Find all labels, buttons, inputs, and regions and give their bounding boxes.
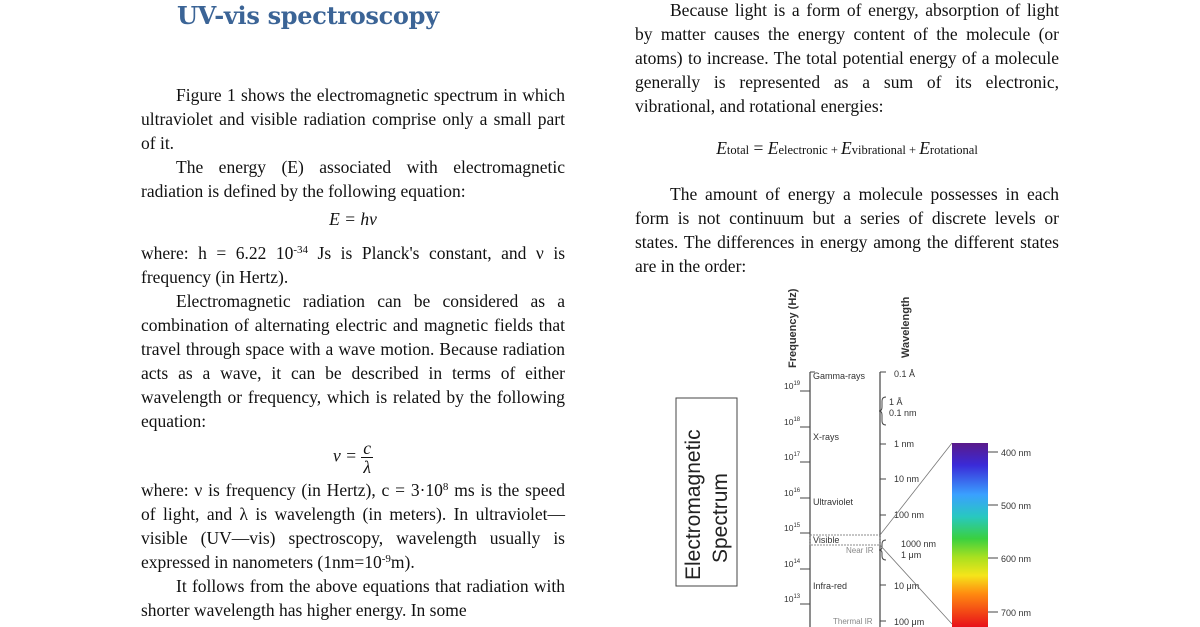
region-gamma-rays: Gamma-rays <box>813 371 866 381</box>
region-x-rays: X-rays <box>813 432 840 442</box>
spectrum-label-line1: Electromagnetic <box>682 429 705 580</box>
freq-tick-15 <box>784 523 810 533</box>
freq-tick-14 <box>784 559 810 569</box>
wave-tick-10nm: 10 nm <box>894 474 920 484</box>
paragraph-energy: The energy (E) associated with electromagnetic radiation is defined by the following equation: <box>141 157 565 201</box>
freq-tick-13 <box>784 594 810 604</box>
visible-tick-500: 500 nm <box>1001 501 1032 511</box>
region-ultraviolet: Ultraviolet <box>813 497 854 507</box>
wave-tick-10um: 10 μm <box>894 581 920 591</box>
paragraph-planck: where: h = 6.22 $10^{-34}$ Js is Planck's constant, and ν is frequency (in Hertz). <box>141 243 565 287</box>
frequency-axis-title: Frequency (Hz) <box>787 288 799 368</box>
svg-text:1018: $10^{18}$ <box>784 417 801 427</box>
region-visible: Visible <box>813 535 840 545</box>
region-infra-red: Infra-red <box>813 581 848 591</box>
region-near-ir: Near IR <box>846 546 874 555</box>
equation-total-energy: Etotal = Eelectronic + Evibrational + Erotational <box>716 138 978 158</box>
paragraph-wave-motion: Electromagnetic radiation can be considered as a combination of alternating electric and magnetic fields that travel through space with a wave motion. Because radiation acts as a wave, it can be described in terms of either wavelength or frequency, which is related by the following equation: <box>141 291 565 431</box>
freq-tick-18 <box>784 417 810 427</box>
svg-text:1014: $10^{14}$ <box>784 559 801 569</box>
freq-tick-17 <box>784 452 810 462</box>
freq-tick-19 <box>784 381 810 391</box>
region-thermal-ir: Thermal IR <box>833 617 873 626</box>
wave-tick-0-1nm: 0.1 nm <box>889 408 917 418</box>
wave-tick-0-1A: 0.1 Å <box>894 369 916 379</box>
freq-tick-16 <box>784 488 810 498</box>
svg-text:1015: $10^{15}$ <box>784 523 801 533</box>
svg-text:1019: $10^{19}$ <box>784 381 801 391</box>
section-title: UV-vis spectroscopy <box>177 1 439 30</box>
left-column <box>141 0 565 622</box>
spectrum-label-line2: Spectrum <box>709 473 732 563</box>
equation-frequency: ν = $\frac{c}{\lambda}$ <box>332 438 372 477</box>
wave-tick-100um: 100 μm <box>894 617 925 627</box>
paragraph-speed-of-light: where: ν is frequency (in Hertz), $c = 3\cdot 10^8$ ms is the speed of light, and λ is wavelength (in meters). In ultraviolet—visible (UV—vis) spectroscopy, wavelength usually is expressed in nanometers $(1nm=10^{-9}m)$. <box>141 480 565 572</box>
svg-text:1017: $10^{17}$ <box>784 452 801 462</box>
visible-spectrum-bar <box>952 443 988 627</box>
wave-tick-1A: 1 Å <box>889 397 903 407</box>
svg-text:1013: $10^{13}$ <box>784 594 801 604</box>
frequency-ticks <box>784 381 810 604</box>
paragraph-absorption: Because light is a form of energy, absorption of light by matter causes the energy content of the molecule (or atoms) to increase. The total potential energy of a molecule generally is represented as a sum of its electronic, vibrational, and rotational energies: <box>635 0 1059 116</box>
svg-text:1016: $10^{16}$ <box>784 488 801 498</box>
electromagnetic-spectrum-figure <box>660 282 1080 627</box>
equation-energy: E = hν <box>329 209 377 229</box>
paragraph-shorter-wavelength: It follows from the above equations that radiation with shorter wavelength has higher energy. In some <box>141 576 565 620</box>
paragraph-discrete-levels: The amount of energy a molecule possesses in each form is not continuum but a series of discrete levels or states. The differences in energy among the different states are in the order: <box>635 184 1059 276</box>
visible-tick-700: 700 nm <box>1001 608 1032 618</box>
visible-tick-600: 600 nm <box>1001 554 1032 564</box>
visible-tick-400: 400 nm <box>1001 448 1032 458</box>
paragraph-figure-intro: Figure 1 shows the electromagnetic spectrum in which ultraviolet and visible radiation comprise only a small part of it. <box>141 85 565 153</box>
wavelength-axis-title: Wavelength <box>900 296 912 358</box>
wave-tick-1um: 1 μm <box>901 550 922 560</box>
wave-tick-1nm: 1 nm <box>894 439 915 449</box>
fraction: $\frac{c}{\lambda}$ <box>363 438 372 477</box>
wave-tick-1000nm: 1000 nm <box>901 539 937 549</box>
wave-tick-100nm: 100 nm <box>894 510 925 520</box>
right-column <box>635 0 1059 278</box>
